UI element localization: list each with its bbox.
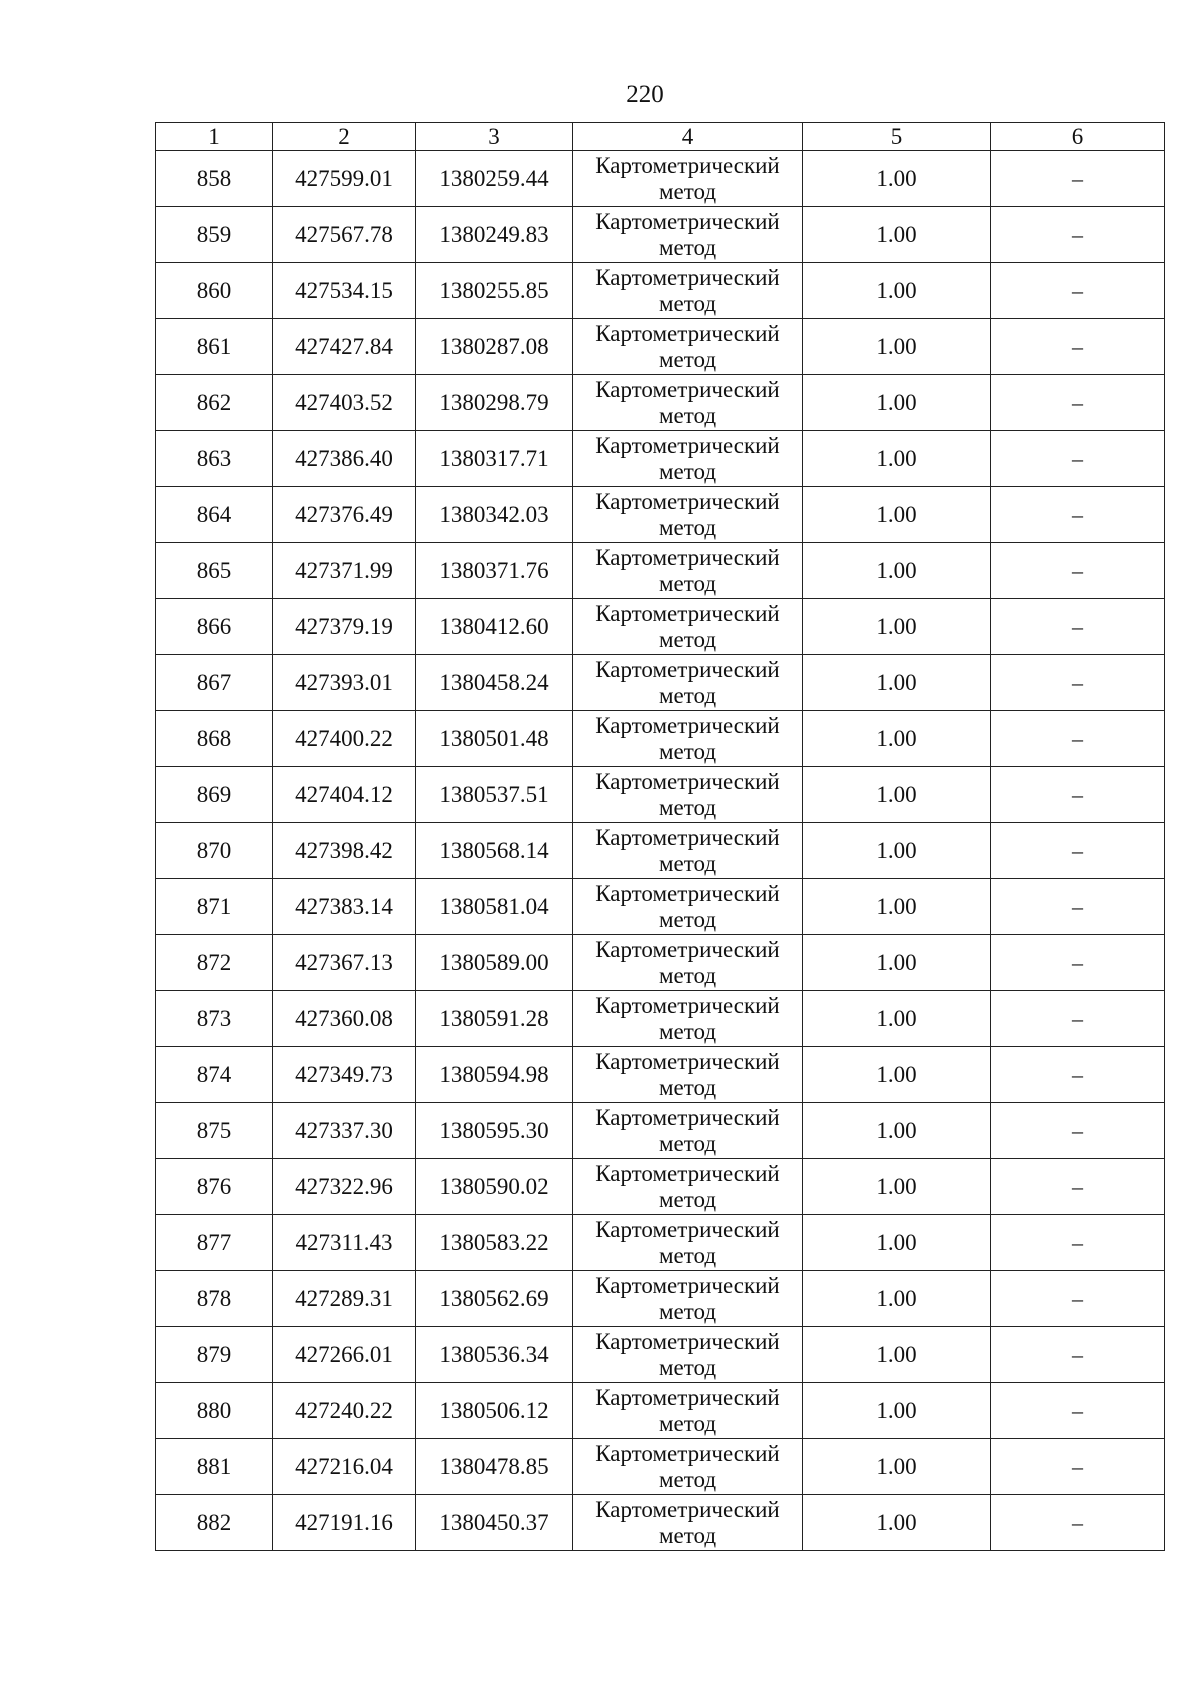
- note-cell: –: [991, 487, 1165, 543]
- table-row: [156, 1271, 1165, 1327]
- accuracy-cell: 1.00: [803, 1271, 991, 1327]
- note-cell: –: [991, 655, 1165, 711]
- x-coordinate-cell: 427400.22: [273, 711, 416, 767]
- note-cell: –: [991, 375, 1165, 431]
- point-number-cell: 869: [156, 767, 273, 823]
- table-row: [156, 1439, 1165, 1495]
- method-line-2: метод: [658, 1298, 717, 1324]
- method-line-1: Картометрический: [595, 1496, 780, 1522]
- point-number-cell: 882: [156, 1495, 273, 1551]
- accuracy-cell: 1.00: [803, 1215, 991, 1271]
- accuracy-cell: 1.00: [803, 431, 991, 487]
- accuracy-cell: 1.00: [803, 599, 991, 655]
- accuracy-cell: 1.00: [803, 543, 991, 599]
- accuracy-cell: 1.00: [803, 711, 991, 767]
- table-row: [156, 487, 1165, 543]
- note-cell: –: [991, 543, 1165, 599]
- accuracy-cell: 1.00: [803, 823, 991, 879]
- x-coordinate-cell: 427398.42: [273, 823, 416, 879]
- coordinates-table: [155, 122, 1165, 1551]
- accuracy-cell: 1.00: [803, 151, 991, 207]
- y-coordinate-cell: 1380594.98: [416, 1047, 573, 1103]
- x-coordinate-cell: 427386.40: [273, 431, 416, 487]
- method-cell: [573, 879, 803, 935]
- note-cell: –: [991, 1383, 1165, 1439]
- table-row: [156, 599, 1165, 655]
- table-row: [156, 207, 1165, 263]
- table-row: [156, 991, 1165, 1047]
- method-line-2: метод: [658, 962, 717, 988]
- method-line-1: Картометрический: [595, 1104, 780, 1130]
- x-coordinate-cell: 427599.01: [273, 151, 416, 207]
- header-row: [156, 123, 1165, 151]
- x-coordinate-cell: 427567.78: [273, 207, 416, 263]
- x-coordinate-cell: 427376.49: [273, 487, 416, 543]
- y-coordinate-cell: 1380255.85: [416, 263, 573, 319]
- table-row: [156, 151, 1165, 207]
- note-cell: –: [991, 599, 1165, 655]
- method-line-1: Картометрический: [595, 1272, 780, 1298]
- note-cell: –: [991, 1439, 1165, 1495]
- method-line-2: метод: [658, 402, 717, 428]
- method-line-1: Картометрический: [595, 768, 780, 794]
- table-row: [156, 375, 1165, 431]
- note-cell: –: [991, 1047, 1165, 1103]
- method-line-1: Картометрический: [595, 432, 780, 458]
- y-coordinate-cell: 1380591.28: [416, 991, 573, 1047]
- x-coordinate-cell: 427289.31: [273, 1271, 416, 1327]
- x-coordinate-cell: 427403.52: [273, 375, 416, 431]
- x-coordinate-cell: 427360.08: [273, 991, 416, 1047]
- y-coordinate-cell: 1380287.08: [416, 319, 573, 375]
- x-coordinate-cell: 427322.96: [273, 1159, 416, 1215]
- method-line-1: Картометрический: [595, 264, 780, 290]
- point-number-cell: 874: [156, 1047, 273, 1103]
- method-line-1: Картометрический: [595, 208, 780, 234]
- method-line-1: Картометрический: [595, 1328, 780, 1354]
- point-number-cell: 860: [156, 263, 273, 319]
- method-cell: [573, 151, 803, 207]
- x-coordinate-cell: 427349.73: [273, 1047, 416, 1103]
- method-cell: [573, 1271, 803, 1327]
- table-row: [156, 263, 1165, 319]
- note-cell: –: [991, 1159, 1165, 1215]
- method-line-2: метод: [658, 850, 717, 876]
- method-line-2: метод: [658, 290, 717, 316]
- x-coordinate-cell: 427371.99: [273, 543, 416, 599]
- point-number-cell: 871: [156, 879, 273, 935]
- note-cell: –: [991, 767, 1165, 823]
- page-number: 220: [626, 81, 664, 108]
- note-cell: –: [991, 879, 1165, 935]
- y-coordinate-cell: 1380342.03: [416, 487, 573, 543]
- y-coordinate-cell: 1380562.69: [416, 1271, 573, 1327]
- header-cell-6: 6: [991, 123, 1165, 151]
- accuracy-cell: 1.00: [803, 1495, 991, 1551]
- method-line-2: метод: [658, 178, 717, 204]
- method-line-2: метод: [658, 570, 717, 596]
- y-coordinate-cell: 1380595.30: [416, 1103, 573, 1159]
- method-line-1: Картометрический: [595, 1440, 780, 1466]
- method-cell: [573, 263, 803, 319]
- method-cell: [573, 1439, 803, 1495]
- x-coordinate-cell: 427266.01: [273, 1327, 416, 1383]
- y-coordinate-cell: 1380568.14: [416, 823, 573, 879]
- method-cell: [573, 1215, 803, 1271]
- method-line-2: метод: [658, 1186, 717, 1212]
- method-line-2: метод: [658, 458, 717, 484]
- method-line-2: метод: [658, 1242, 717, 1268]
- accuracy-cell: 1.00: [803, 991, 991, 1047]
- header-cell-5: 5: [803, 123, 991, 151]
- accuracy-cell: 1.00: [803, 1159, 991, 1215]
- note-cell: –: [991, 207, 1165, 263]
- method-line-2: метод: [658, 906, 717, 932]
- method-line-1: Картометрический: [595, 880, 780, 906]
- x-coordinate-cell: 427191.16: [273, 1495, 416, 1551]
- point-number-cell: 866: [156, 599, 273, 655]
- accuracy-cell: 1.00: [803, 1327, 991, 1383]
- header-cell-3: 3: [416, 123, 573, 151]
- method-cell: [573, 543, 803, 599]
- y-coordinate-cell: 1380583.22: [416, 1215, 573, 1271]
- method-line-2: метод: [658, 1410, 717, 1436]
- method-cell: [573, 487, 803, 543]
- accuracy-cell: 1.00: [803, 767, 991, 823]
- y-coordinate-cell: 1380506.12: [416, 1383, 573, 1439]
- method-cell: [573, 655, 803, 711]
- note-cell: –: [991, 1215, 1165, 1271]
- method-line-1: Картометрический: [595, 152, 780, 178]
- table-row: [156, 1215, 1165, 1271]
- point-number-cell: 862: [156, 375, 273, 431]
- accuracy-cell: 1.00: [803, 207, 991, 263]
- method-line-2: метод: [658, 1130, 717, 1156]
- note-cell: –: [991, 711, 1165, 767]
- accuracy-cell: 1.00: [803, 1383, 991, 1439]
- y-coordinate-cell: 1380478.85: [416, 1439, 573, 1495]
- table-row: [156, 1103, 1165, 1159]
- x-coordinate-cell: 427367.13: [273, 935, 416, 991]
- point-number-cell: 868: [156, 711, 273, 767]
- point-number-cell: 877: [156, 1215, 273, 1271]
- y-coordinate-cell: 1380501.48: [416, 711, 573, 767]
- point-number-cell: 861: [156, 319, 273, 375]
- method-line-2: метод: [658, 346, 717, 372]
- method-line-1: Картометрический: [595, 544, 780, 570]
- point-number-cell: 880: [156, 1383, 273, 1439]
- table-row: [156, 1383, 1165, 1439]
- y-coordinate-cell: 1380298.79: [416, 375, 573, 431]
- accuracy-cell: 1.00: [803, 1439, 991, 1495]
- table-row: [156, 1159, 1165, 1215]
- method-line-1: Картометрический: [595, 376, 780, 402]
- method-cell: [573, 1495, 803, 1551]
- point-number-cell: 864: [156, 487, 273, 543]
- note-cell: –: [991, 823, 1165, 879]
- method-line-2: метод: [658, 682, 717, 708]
- accuracy-cell: 1.00: [803, 487, 991, 543]
- x-coordinate-cell: 427337.30: [273, 1103, 416, 1159]
- method-line-2: метод: [658, 514, 717, 540]
- x-coordinate-cell: 427393.01: [273, 655, 416, 711]
- table-header: [156, 123, 1165, 151]
- note-cell: –: [991, 263, 1165, 319]
- note-cell: –: [991, 935, 1165, 991]
- y-coordinate-cell: 1380581.04: [416, 879, 573, 935]
- method-line-1: Картометрический: [595, 1048, 780, 1074]
- table-row: [156, 823, 1165, 879]
- x-coordinate-cell: 427383.14: [273, 879, 416, 935]
- method-cell: [573, 207, 803, 263]
- method-cell: [573, 767, 803, 823]
- point-number-cell: 872: [156, 935, 273, 991]
- point-number-cell: 878: [156, 1271, 273, 1327]
- header-cell-4: 4: [573, 123, 803, 151]
- point-number-cell: 875: [156, 1103, 273, 1159]
- method-line-1: Картометрический: [595, 600, 780, 626]
- x-coordinate-cell: 427534.15: [273, 263, 416, 319]
- point-number-cell: 865: [156, 543, 273, 599]
- method-cell: [573, 599, 803, 655]
- y-coordinate-cell: 1380371.76: [416, 543, 573, 599]
- method-line-2: метод: [658, 234, 717, 260]
- point-number-cell: 859: [156, 207, 273, 263]
- x-coordinate-cell: 427404.12: [273, 767, 416, 823]
- table-row: [156, 935, 1165, 991]
- accuracy-cell: 1.00: [803, 263, 991, 319]
- note-cell: –: [991, 1271, 1165, 1327]
- note-cell: –: [991, 151, 1165, 207]
- x-coordinate-cell: 427216.04: [273, 1439, 416, 1495]
- accuracy-cell: 1.00: [803, 655, 991, 711]
- method-line-2: метод: [658, 1466, 717, 1492]
- y-coordinate-cell: 1380450.37: [416, 1495, 573, 1551]
- method-line-1: Картометрический: [595, 824, 780, 850]
- accuracy-cell: 1.00: [803, 375, 991, 431]
- method-line-1: Картометрический: [595, 992, 780, 1018]
- method-line-2: метод: [658, 626, 717, 652]
- note-cell: –: [991, 991, 1165, 1047]
- y-coordinate-cell: 1380249.83: [416, 207, 573, 263]
- method-cell: [573, 1383, 803, 1439]
- method-line-2: метод: [658, 738, 717, 764]
- method-line-2: метод: [658, 1018, 717, 1044]
- method-line-1: Картометрический: [595, 1216, 780, 1242]
- method-cell: [573, 711, 803, 767]
- point-number-cell: 879: [156, 1327, 273, 1383]
- method-cell: [573, 1327, 803, 1383]
- method-line-1: Картометрический: [595, 320, 780, 346]
- point-number-cell: 863: [156, 431, 273, 487]
- x-coordinate-cell: 427427.84: [273, 319, 416, 375]
- method-cell: [573, 375, 803, 431]
- y-coordinate-cell: 1380589.00: [416, 935, 573, 991]
- note-cell: –: [991, 1327, 1165, 1383]
- point-number-cell: 881: [156, 1439, 273, 1495]
- table-body: [156, 151, 1165, 1551]
- y-coordinate-cell: 1380412.60: [416, 599, 573, 655]
- y-coordinate-cell: 1380317.71: [416, 431, 573, 487]
- y-coordinate-cell: 1380590.02: [416, 1159, 573, 1215]
- accuracy-cell: 1.00: [803, 1047, 991, 1103]
- table-row: [156, 1047, 1165, 1103]
- method-line-1: Картометрический: [595, 712, 780, 738]
- method-cell: [573, 991, 803, 1047]
- y-coordinate-cell: 1380536.34: [416, 1327, 573, 1383]
- method-line-2: метод: [658, 1522, 717, 1548]
- point-number-cell: 858: [156, 151, 273, 207]
- method-cell: [573, 823, 803, 879]
- table-row: [156, 543, 1165, 599]
- x-coordinate-cell: 427311.43: [273, 1215, 416, 1271]
- method-line-1: Картометрический: [595, 656, 780, 682]
- accuracy-cell: 1.00: [803, 935, 991, 991]
- table-row: [156, 319, 1165, 375]
- accuracy-cell: 1.00: [803, 879, 991, 935]
- y-coordinate-cell: 1380537.51: [416, 767, 573, 823]
- note-cell: –: [991, 1103, 1165, 1159]
- accuracy-cell: 1.00: [803, 1103, 991, 1159]
- note-cell: –: [991, 1495, 1165, 1551]
- header-cell-1: 1: [156, 123, 273, 151]
- point-number-cell: 867: [156, 655, 273, 711]
- y-coordinate-cell: 1380458.24: [416, 655, 573, 711]
- x-coordinate-cell: 427240.22: [273, 1383, 416, 1439]
- note-cell: –: [991, 319, 1165, 375]
- point-number-cell: 876: [156, 1159, 273, 1215]
- method-line-2: метод: [658, 1354, 717, 1380]
- method-cell: [573, 319, 803, 375]
- method-cell: [573, 431, 803, 487]
- header-cell-2: 2: [273, 123, 416, 151]
- table-row: [156, 1327, 1165, 1383]
- table-row: [156, 711, 1165, 767]
- method-cell: [573, 935, 803, 991]
- method-line-2: метод: [658, 794, 717, 820]
- method-line-1: Картометрический: [595, 936, 780, 962]
- table-row: [156, 431, 1165, 487]
- method-cell: [573, 1047, 803, 1103]
- point-number-cell: 870: [156, 823, 273, 879]
- table-row: [156, 1495, 1165, 1551]
- method-cell: [573, 1159, 803, 1215]
- y-coordinate-cell: 1380259.44: [416, 151, 573, 207]
- table-row: [156, 879, 1165, 935]
- note-cell: –: [991, 431, 1165, 487]
- method-cell: [573, 1103, 803, 1159]
- accuracy-cell: 1.00: [803, 319, 991, 375]
- method-line-2: метод: [658, 1074, 717, 1100]
- table-row: [156, 767, 1165, 823]
- method-line-1: Картометрический: [595, 488, 780, 514]
- point-number-cell: 873: [156, 991, 273, 1047]
- table-row: [156, 655, 1165, 711]
- method-line-1: Картометрический: [595, 1384, 780, 1410]
- x-coordinate-cell: 427379.19: [273, 599, 416, 655]
- method-line-1: Картометрический: [595, 1160, 780, 1186]
